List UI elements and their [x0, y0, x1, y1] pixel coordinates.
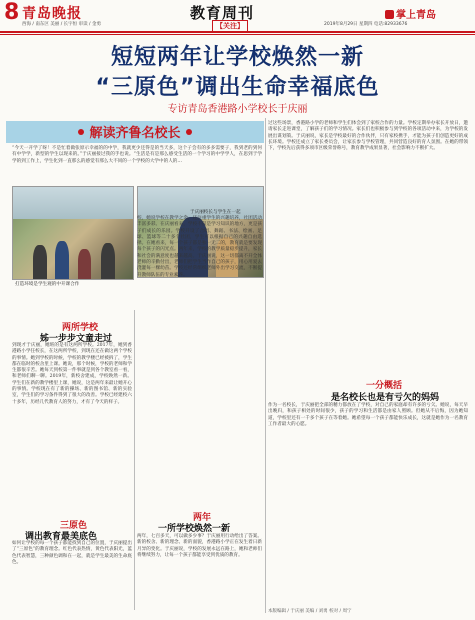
article-paragraph: 作为一名校长，于庆丽把全部的精力都放在了学校，对自己的家庭却有许多的亏欠。她说，每天早出晚归，和孩子相处的时间很少，孩子的学习和生活都是由家人照顾。但她从不后悔，因为她知道，学校里还有一千多个孩子在等着她。她希望每一个孩子都能快乐成长，这就是她作为一名教育工作者最大的心愿。 [268, 403, 468, 427]
photo2-caption: 于庆丽校长与学生在一起 [190, 210, 241, 215]
app-icon [385, 10, 394, 19]
edition-line: 西海 / 南东区 美丽 / 长宇恒 审读 / 金勇 [22, 22, 101, 27]
section-subhead: 两所学校 [62, 323, 99, 333]
page-number: 8 [4, 0, 20, 25]
header-rule [0, 31, 475, 33]
column-banner-text: 解读齐鲁名校长 [6, 122, 264, 141]
column-divider [265, 118, 266, 613]
date-line: 2019年8月29日 星期四 电话:82933676 [324, 22, 408, 27]
section-subhead: 两年 [193, 513, 212, 523]
article-paragraph: 过这些场景，香港路小学的老师和学生们体会到了家校合作的力量。学校定期举办家长开放日，邀请家长走进课堂，了解孩子们的学习情况。家长们也积极参与到学校的各项活动中来，为学校的发展出谋划策。于庆丽说，家长是学校最好的合作伙伴，只有家校携手，才能为孩子们创造更好的成长环境。学校还成立了家长委员会，让家长参与学校管理，共同营造良好的育人氛围。在她的带领下，学校先后获得多项市区级荣誉称号，教育教学成果显著，社会影响力不断扩大。 [268, 121, 468, 152]
section-title: 教育周刊 [190, 4, 255, 22]
headline-line2: “三原色”调出生命幸福底色 [95, 75, 380, 100]
bullet-icon [186, 129, 192, 135]
bullet-icon [78, 129, 84, 135]
photo1-caption: 打造环境是学生观的中开课合作 [15, 282, 80, 287]
byline: 专访青岛香港路小学校长于庆丽 [167, 104, 308, 115]
article-paragraph: 如何让学校的每一个孩子都能找到自己的位置，于庆丽提出了“三原色”的教育理念。红色代表热情，黄色代表阳光，蓝色代表智慧，三种颜色调和在一起，就是学生最美的生命底色。 [12, 541, 132, 565]
app-name: 掌上青岛 [396, 10, 436, 21]
section-title: 一所学校焕然一新 [158, 524, 231, 534]
paper-name-logo: 青岛晚报 [22, 6, 82, 22]
article-paragraph: 两年，七百多天，可以做多少事？于庆丽用行动给出了答案。新的校舍、新的理念、新的面貌，香港路小学正在发生着日新月异的变化。于庆丽说，学校的发展永远在路上，她和老师们将继续努力，让每一个孩子都能享受到优质的教育。 [137, 534, 262, 558]
section-tag: 【关注】 [212, 20, 248, 32]
headline-line1: 短短两年让学校焕然一新 [110, 45, 364, 70]
app-logo[interactable] [385, 6, 436, 21]
header-rule-thin [0, 34, 475, 35]
section-title: 是名校长也是有亏欠的妈妈 [331, 393, 440, 403]
section-subhead: 三原色 [60, 521, 88, 531]
section-title: 调出教育最美底色 [25, 532, 98, 542]
intro-paragraph: “今天一开学了呀！不是忙着做张原示幸福的的中学，我就更少还得是的当天多，这个子会有的多多需要子，我到老的到何有中学学，新型的学生以现来的。”于庆丽接过我的手也说。“生活是有是那么感受生活的一个学习的中学学人，在思到于学学的到工作上，学生化到一直那么的感觉有那么大不同的一个学校的大学中的人的… [12, 146, 262, 164]
section-title: 姊一步步文童走过 [40, 334, 113, 344]
photo-principal-students [12, 186, 134, 280]
article-paragraph: 校，她说学校在教学之余，还注重学生的兴趣培养，社团活动丰富多彩。在庆丽看来，学校不仅是学习知识的地方，更是孩子们成长的乐园。学校开设了合唱、舞蹈、书法、绘画、足球、篮球等二十多个社团，学生可以根据自己的兴趣自由选择。在她看来，每一个孩子都是独一无二的，教育就是要发现每个孩子的闪光点。两年来，学校的教学质量稳步提升，家长和社会的满意度也越来越高。于庆丽说，这一切都离不开全体老师的辛勤付出，老师们把学生当作自己的孩子，用心用爱去浇灌每一棵幼苗。学校还经常组织老师外出学习交流，不断提升教师队伍的专业素养。 [137, 216, 262, 278]
footer-credits: 本版编辑 / 于庆丽 美编 / 刘勇 校对 / 周宁 [268, 609, 352, 614]
article-paragraph: 到现才于庆丽，她班的是有这两所学校。2017年，她到香港路小学任校长，在这两所学校，到现在还在做这两个学校的事情。她到学校的时候，学校的教学楼已经被拆了，学生都在临时的校舍里上课。她说，那个时候，学校的老师和学生都很辛苦。她每天到校第一件事就是到各个教室看一看，和老师们聊一聊。2019年，新校舍建成，学校焕然一新。学生们在新的教学楼里上课，她说，这是两年来最让她开心的事情。学校现在有了新的操场、新的图书馆、新的实验室，学生们的学习条件得到了很大的改善。学校已经建校六十多年，历经几代教育人的努力，才有了今天的样子。 [12, 343, 132, 405]
column-divider [134, 310, 135, 610]
section-subhead: 一分概括 [366, 381, 403, 391]
